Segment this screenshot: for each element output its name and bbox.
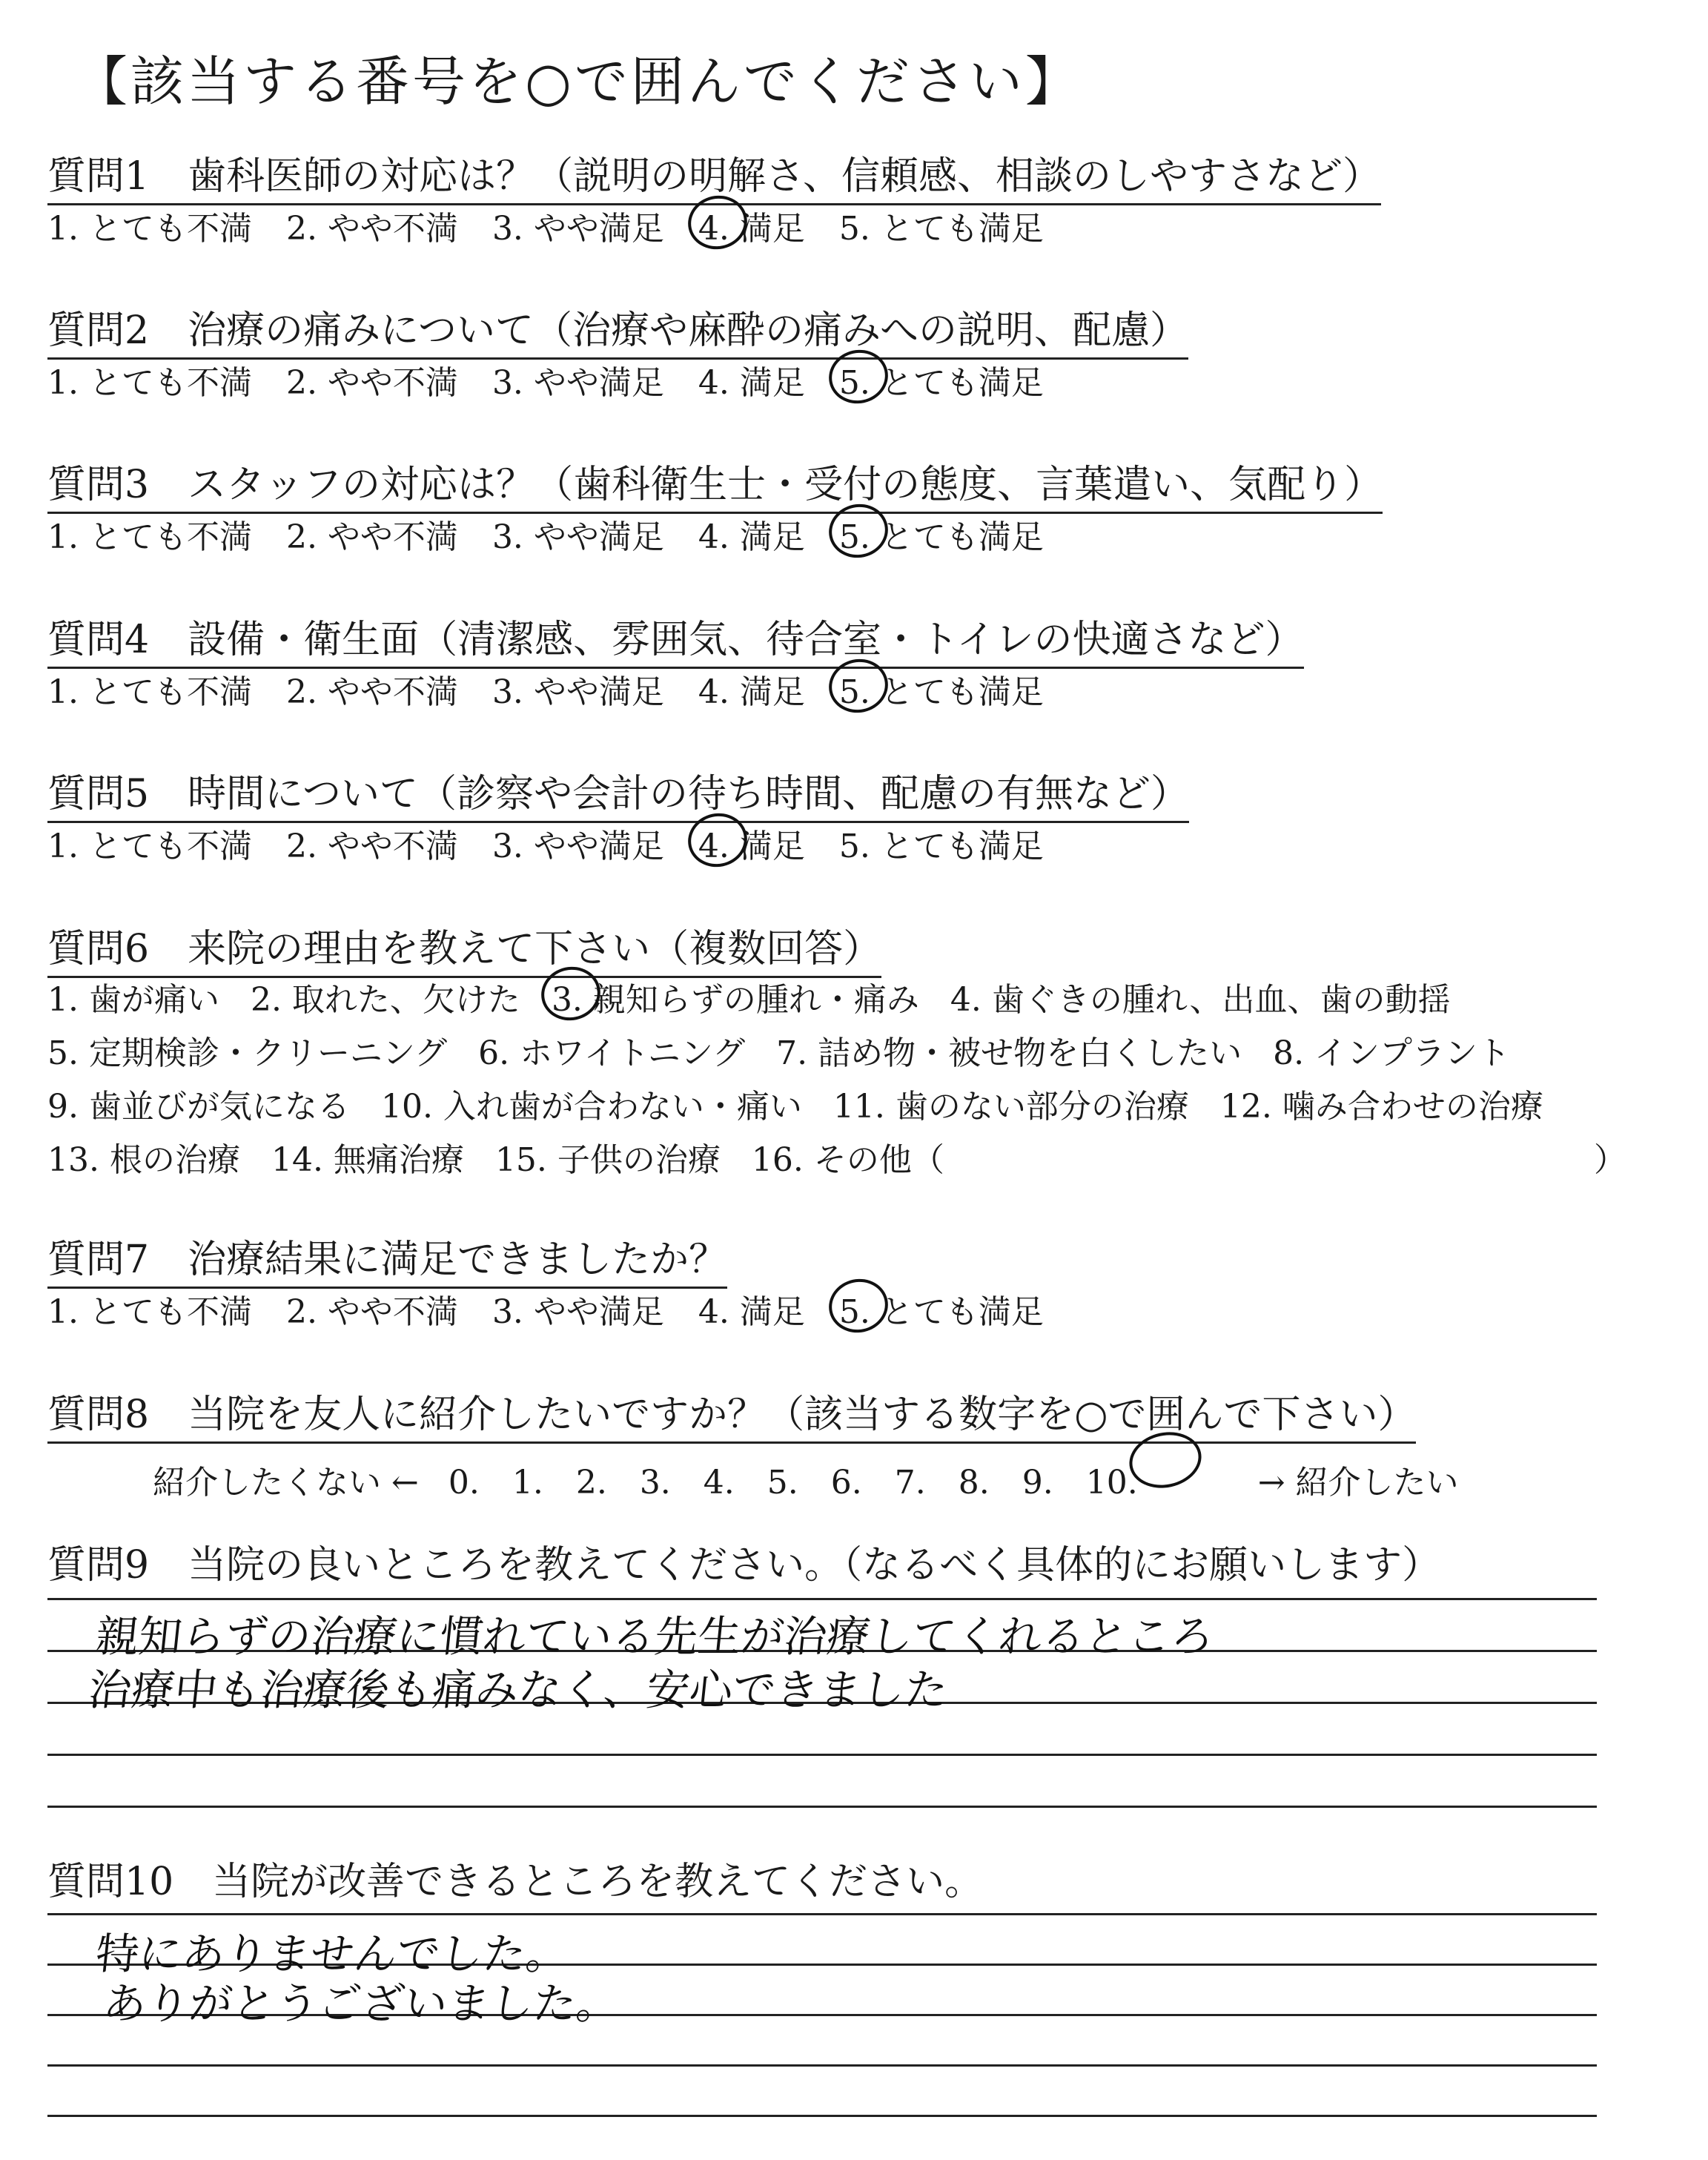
reason-option-11[interactable]: 11. 歯のない部分の治療	[833, 1088, 1189, 1126]
question-4-label: 質問4	[47, 618, 150, 662]
reason-option-5[interactable]: 5. 定期検診・クリーニング	[47, 1034, 448, 1072]
answer-line	[47, 1913, 1597, 1915]
question-8-label: 質問8	[47, 1393, 150, 1437]
option-1[interactable]: 1. とても不満	[47, 210, 252, 248]
question-5-text: 時間について（診察や会計の待ち時間、配慮の有無など）	[188, 772, 1190, 816]
reason-option-3[interactable]: 3. 親知らずの腫れ・痛み	[552, 973, 919, 1020]
question-4-text: 設備・衛生面（清潔感、雰囲気、待合室・トイレの快適さなど）	[188, 618, 1304, 662]
option-2[interactable]: 2. やや不満	[285, 1293, 458, 1331]
option-1[interactable]: 1. とても不満	[47, 364, 252, 402]
scale-value-8[interactable]: 8.	[958, 1464, 990, 1502]
option-5[interactable]: 5. とても満足	[839, 1285, 1044, 1332]
scale-right-label: → 紹介したい	[1257, 1464, 1459, 1502]
reason-option-4[interactable]: 4. 歯ぐきの腫れ、出血、歯の動揺	[950, 981, 1451, 1019]
question-6-text: 来院の理由を教えて下さい（複数回答）	[188, 927, 882, 971]
question-3-heading	[47, 453, 1383, 514]
question-2-options	[47, 356, 1078, 403]
question-3-label: 質問3	[47, 463, 150, 507]
option-4[interactable]: 4. 満足	[698, 673, 805, 711]
question-10-text: 当院が改善できるところを教えてください。	[212, 1860, 984, 1904]
option-5[interactable]: 5. とても満足	[839, 356, 1044, 403]
question-1-text: 歯科医師の対応は？（説明の明解さ、信頼感、相談のしやすさなど）	[188, 154, 1382, 199]
question-9-label: 質問9	[47, 1543, 150, 1588]
option-3[interactable]: 3. やや満足	[491, 518, 664, 556]
question-10-answer-line-1: 特にありませんでした。	[93, 1929, 572, 1979]
question-6-row-2	[47, 1026, 1541, 1074]
question-6-row-1	[47, 973, 1482, 1020]
question-4-heading	[47, 608, 1304, 669]
question-5-options	[47, 819, 1078, 867]
question-10-answer-line-2: ありがとうございました。	[100, 1978, 623, 2029]
option-3[interactable]: 3. やや満足	[491, 1293, 664, 1331]
reason-option-9[interactable]: 9. 歯並びが気になる	[47, 1088, 350, 1126]
scale-value-6[interactable]: 6.	[830, 1464, 862, 1502]
scale-left-label: 紹介したくない ←	[153, 1464, 419, 1502]
question-8-text: 当院を友人に紹介したいですか？（該当する数字を○で囲んで下さい）	[188, 1393, 1417, 1437]
question-8-scale	[153, 1439, 1459, 1503]
option-5[interactable]: 5. とても満足	[839, 665, 1044, 713]
question-9-answer-line-1: 親知らずの治療に慣れている先生が治療してくれるところ	[93, 1611, 1217, 1662]
option-3[interactable]: 3. やや満足	[491, 210, 664, 248]
reason-option-10[interactable]: 10. 入れ歯が合わない・痛い	[380, 1088, 802, 1126]
option-3[interactable]: 3. やや満足	[491, 364, 664, 402]
scale-value-1[interactable]: 1.	[512, 1464, 543, 1502]
option-4[interactable]: 4. 満足	[698, 819, 805, 867]
question-5-label: 質問5	[47, 772, 150, 816]
question-9-answer-line-2: 治療中も治療後も痛みなく、安心できました	[85, 1665, 950, 1715]
reason-option-16[interactable]: 16. その他（	[751, 1141, 944, 1179]
reason-option-2[interactable]: 2. 取れた、欠けた	[250, 981, 520, 1019]
reason-option-8[interactable]: 8. インプラント	[1273, 1034, 1511, 1072]
question-2-text: 治療の痛みについて（治療や麻酔の痛みへの説明、配慮）	[188, 308, 1189, 353]
scale-value-9[interactable]: 9.	[1022, 1464, 1053, 1502]
question-9-heading	[47, 1533, 1440, 1592]
scale-values	[448, 1439, 1243, 1502]
scale-value-5[interactable]: 5.	[767, 1464, 798, 1502]
option-3[interactable]: 3. やや満足	[491, 673, 664, 711]
option-2[interactable]: 2. やや不満	[285, 210, 458, 248]
question-6-row-4	[47, 1133, 976, 1180]
question-2-heading	[47, 299, 1188, 360]
question-7-text: 治療結果に満足できましたか？	[188, 1238, 728, 1282]
reason-option-6[interactable]: 6. ホワイトニング	[478, 1034, 746, 1072]
option-3[interactable]: 3. やや満足	[491, 828, 664, 865]
question-1-label: 質問1	[47, 154, 150, 199]
reason-option-7[interactable]: 7. 詰め物・被せ物を白くしたい	[776, 1034, 1242, 1072]
option-5[interactable]: 5. とても満足	[838, 828, 1044, 865]
scale-value-3[interactable]: 3.	[639, 1464, 671, 1502]
option-1[interactable]: 1. とても不満	[47, 1293, 252, 1331]
scale-value-0[interactable]: 0.	[448, 1464, 480, 1502]
question-6-label: 質問6	[47, 927, 150, 971]
question-10-heading	[47, 1850, 983, 1909]
answer-line	[47, 1754, 1597, 1756]
answer-line	[47, 1806, 1597, 1808]
question-7-heading	[47, 1228, 727, 1289]
question-6-other-close: ）	[1594, 1141, 1626, 1179]
option-2[interactable]: 2. やや不満	[285, 828, 458, 865]
question-5-heading	[47, 762, 1189, 823]
option-2[interactable]: 2. やや不満	[285, 518, 458, 556]
option-4[interactable]: 4. 満足	[698, 1293, 805, 1331]
question-10-label: 質問10	[47, 1860, 174, 1904]
question-4-options	[47, 665, 1078, 713]
reason-option-15[interactable]: 15. 子供の治療	[494, 1141, 721, 1179]
option-1[interactable]: 1. とても不満	[47, 828, 252, 865]
option-4[interactable]: 4. 満足	[698, 518, 805, 556]
question-6-heading	[47, 917, 881, 978]
question-3-options	[47, 510, 1078, 558]
question-6-row-3	[47, 1080, 1575, 1127]
question-8-heading	[47, 1383, 1416, 1444]
scale-value-10[interactable]: 10.	[1086, 1439, 1211, 1502]
question-7-label: 質問7	[47, 1238, 150, 1282]
option-5[interactable]: 5. とても満足	[838, 210, 1044, 248]
question-3-text: スタッフの対応は？（歯科衛生士・受付の態度、言葉遣い、気配り）	[188, 463, 1383, 507]
question-1-options	[47, 202, 1078, 249]
option-4[interactable]: 4. 満足	[698, 202, 805, 249]
reason-option-12[interactable]: 12. 噛み合わせの治療	[1219, 1088, 1543, 1126]
option-4[interactable]: 4. 満足	[698, 364, 805, 402]
option-2[interactable]: 2. やや不満	[285, 673, 458, 711]
option-1[interactable]: 1. とても不満	[47, 673, 252, 711]
answer-line	[47, 1598, 1597, 1600]
option-5[interactable]: 5. とても満足	[839, 510, 1044, 558]
answer-line	[47, 2064, 1597, 2067]
answer-line	[47, 2115, 1597, 2117]
reason-option-14[interactable]: 14. 無痛治療	[271, 1141, 464, 1179]
reason-option-13[interactable]: 13. 根の治療	[47, 1141, 240, 1179]
question-7-options	[47, 1285, 1078, 1332]
option-2[interactable]: 2. やや不満	[285, 364, 458, 402]
scale-value-2[interactable]: 2.	[575, 1464, 607, 1502]
question-2-label: 質問2	[47, 308, 150, 353]
scale-value-7[interactable]: 7.	[894, 1464, 926, 1502]
scale-value-4[interactable]: 4.	[703, 1464, 735, 1502]
page-title: 【該当する番号を○で囲んでください】	[74, 50, 1082, 113]
option-1[interactable]: 1. とても不満	[47, 518, 252, 556]
reason-option-1[interactable]: 1. 歯が痛い	[47, 981, 219, 1019]
selection-circle	[824, 1273, 893, 1338]
question-9-text: 当院の良いところを教えてください。（なるべく具体的にお願いします）	[188, 1543, 1441, 1588]
